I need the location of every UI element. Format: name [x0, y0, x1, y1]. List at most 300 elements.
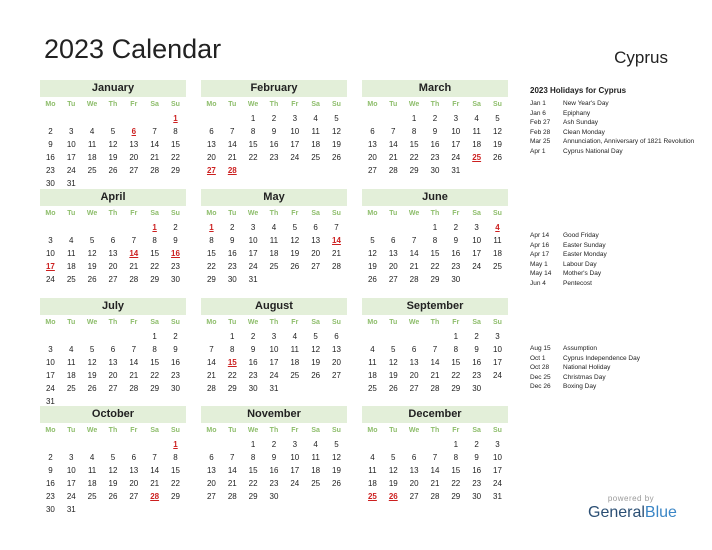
day-cell[interactable]: 29 — [150, 384, 160, 393]
day-cell[interactable]: 4 — [370, 345, 375, 354]
day-cell[interactable]: 10 — [66, 140, 76, 149]
day-cell[interactable]: 7 — [334, 223, 339, 232]
day-cell[interactable]: 9 — [48, 140, 53, 149]
day-cell[interactable]: 26 — [493, 153, 502, 162]
day-cell[interactable]: 21 — [129, 262, 139, 271]
day-cell[interactable]: 16 — [472, 358, 482, 367]
day-cell[interactable]: 2 — [474, 440, 479, 449]
day-cell[interactable]: 23 — [45, 166, 55, 175]
day-cell[interactable]: 22 — [409, 153, 419, 162]
day-cell[interactable]: 18 — [493, 249, 502, 258]
day-cell[interactable]: 28 — [227, 492, 237, 501]
day-cell[interactable]: 4 — [89, 453, 95, 462]
holiday-day-cell[interactable]: 6 — [131, 127, 137, 136]
day-cell[interactable]: 15 — [150, 249, 160, 258]
day-cell[interactable]: 23 — [430, 153, 440, 162]
day-cell[interactable]: 21 — [150, 153, 160, 162]
day-cell[interactable]: 24 — [66, 166, 76, 175]
day-cell[interactable]: 20 — [409, 371, 419, 380]
day-cell[interactable]: 30 — [472, 492, 482, 501]
day-cell[interactable]: 17 — [493, 358, 502, 367]
day-cell[interactable]: 8 — [250, 127, 256, 136]
day-cell[interactable]: 25 — [311, 479, 321, 488]
day-cell[interactable]: 6 — [131, 453, 137, 462]
day-cell[interactable]: 9 — [48, 466, 53, 475]
day-cell[interactable]: 20 — [108, 262, 118, 271]
day-cell[interactable]: 6 — [209, 453, 214, 462]
day-cell[interactable]: 23 — [227, 262, 237, 271]
day-cell[interactable]: 28 — [388, 166, 398, 175]
day-cell[interactable]: 28 — [150, 166, 160, 175]
day-cell[interactable]: 17 — [248, 249, 258, 258]
day-cell[interactable]: 29 — [409, 166, 419, 175]
day-cell[interactable]: 3 — [69, 127, 74, 136]
day-cell[interactable]: 29 — [451, 384, 461, 393]
day-cell[interactable]: 19 — [367, 262, 377, 271]
day-cell[interactable]: 21 — [409, 262, 419, 271]
day-cell[interactable]: 6 — [313, 223, 318, 232]
day-cell[interactable]: 1 — [453, 440, 459, 449]
day-cell[interactable]: 6 — [370, 127, 375, 136]
day-cell[interactable]: 21 — [227, 479, 237, 488]
day-cell[interactable]: 14 — [409, 249, 419, 258]
day-cell[interactable]: 6 — [110, 236, 116, 245]
day-cell[interactable]: 10 — [45, 358, 55, 367]
day-cell[interactable]: 10 — [493, 345, 502, 354]
day-cell[interactable]: 12 — [332, 127, 341, 136]
day-cell[interactable]: 26 — [367, 275, 377, 284]
day-cell[interactable]: 20 — [206, 479, 216, 488]
day-cell[interactable]: 20 — [129, 479, 139, 488]
day-cell[interactable]: 26 — [332, 479, 341, 488]
day-cell[interactable]: 3 — [250, 223, 256, 232]
day-cell[interactable]: 3 — [48, 236, 53, 245]
day-cell[interactable]: 29 — [430, 275, 440, 284]
day-cell[interactable]: 27 — [108, 275, 118, 284]
day-cell[interactable]: 11 — [368, 358, 377, 367]
day-cell[interactable]: 12 — [367, 249, 377, 258]
day-cell[interactable]: 7 — [209, 345, 214, 354]
day-cell[interactable]: 21 — [150, 479, 160, 488]
day-cell[interactable]: 8 — [453, 345, 459, 354]
day-cell[interactable]: 31 — [269, 384, 279, 393]
day-cell[interactable]: 13 — [108, 249, 118, 258]
day-cell[interactable]: 16 — [45, 153, 55, 162]
day-cell[interactable]: 2 — [271, 440, 277, 449]
day-cell[interactable]: 6 — [110, 345, 116, 354]
day-cell[interactable]: 22 — [171, 479, 180, 488]
day-cell[interactable]: 22 — [150, 371, 160, 380]
day-cell[interactable]: 9 — [474, 453, 479, 462]
day-cell[interactable]: 26 — [311, 371, 321, 380]
day-cell[interactable]: 9 — [432, 127, 438, 136]
day-cell[interactable]: 16 — [248, 358, 258, 367]
day-cell[interactable]: 30 — [171, 384, 180, 393]
day-cell[interactable]: 22 — [206, 262, 216, 271]
day-cell[interactable]: 2 — [453, 223, 459, 232]
day-cell[interactable]: 26 — [332, 153, 341, 162]
day-cell[interactable]: 23 — [248, 371, 258, 380]
day-cell[interactable]: 10 — [290, 453, 300, 462]
day-cell[interactable]: 27 — [129, 492, 139, 501]
day-cell[interactable]: 31 — [45, 397, 55, 406]
day-cell[interactable]: 19 — [108, 479, 118, 488]
day-cell[interactable]: 25 — [269, 262, 279, 271]
day-cell[interactable]: 6 — [391, 236, 396, 245]
day-cell[interactable]: 14 — [388, 140, 398, 149]
day-cell[interactable]: 22 — [248, 153, 258, 162]
day-cell[interactable]: 4 — [370, 453, 375, 462]
day-cell[interactable]: 4 — [313, 440, 318, 449]
day-cell[interactable]: 5 — [89, 236, 95, 245]
day-cell[interactable]: 30 — [451, 275, 461, 284]
day-cell[interactable]: 5 — [391, 453, 396, 462]
day-cell[interactable]: 12 — [311, 345, 321, 354]
day-cell[interactable]: 30 — [269, 492, 279, 501]
day-cell[interactable]: 23 — [269, 153, 279, 162]
day-cell[interactable]: 5 — [313, 332, 318, 341]
day-cell[interactable]: 8 — [250, 453, 256, 462]
day-cell[interactable]: 13 — [367, 140, 377, 149]
day-cell[interactable]: 19 — [87, 371, 97, 380]
day-cell[interactable]: 9 — [474, 345, 479, 354]
day-cell[interactable]: 17 — [269, 358, 279, 367]
day-cell[interactable]: 19 — [87, 262, 97, 271]
holiday-day-cell[interactable]: 4 — [495, 223, 500, 232]
day-cell[interactable]: 21 — [430, 371, 440, 380]
day-cell[interactable]: 30 — [248, 384, 258, 393]
holiday-day-cell[interactable]: 1 — [173, 114, 178, 123]
day-cell[interactable]: 3 — [453, 114, 459, 123]
holiday-day-cell[interactable]: 1 — [209, 223, 214, 232]
day-cell[interactable]: 24 — [451, 153, 461, 162]
day-cell[interactable]: 21 — [430, 479, 440, 488]
day-cell[interactable]: 15 — [409, 140, 419, 149]
day-cell[interactable]: 16 — [430, 140, 440, 149]
day-cell[interactable]: 26 — [108, 492, 118, 501]
day-cell[interactable]: 23 — [472, 371, 482, 380]
day-cell[interactable]: 27 — [367, 166, 377, 175]
day-cell[interactable]: 18 — [367, 479, 377, 488]
day-cell[interactable]: 2 — [271, 114, 277, 123]
day-cell[interactable]: 27 — [409, 384, 419, 393]
day-cell[interactable]: 25 — [367, 384, 377, 393]
day-cell[interactable]: 9 — [271, 453, 277, 462]
day-cell[interactable]: 19 — [388, 479, 398, 488]
day-cell[interactable]: 26 — [108, 166, 118, 175]
holiday-day-cell[interactable]: 28 — [150, 492, 160, 501]
day-cell[interactable]: 30 — [430, 166, 440, 175]
day-cell[interactable]: 5 — [370, 236, 375, 245]
day-cell[interactable]: 20 — [409, 479, 419, 488]
day-cell[interactable]: 7 — [230, 127, 235, 136]
day-cell[interactable]: 17 — [290, 466, 300, 475]
day-cell[interactable]: 18 — [66, 371, 76, 380]
day-cell[interactable]: 5 — [292, 223, 298, 232]
day-cell[interactable]: 2 — [474, 332, 479, 341]
holiday-day-cell[interactable]: 25 — [472, 153, 482, 162]
day-cell[interactable]: 24 — [290, 153, 300, 162]
day-cell[interactable]: 25 — [66, 275, 76, 284]
footer-logo[interactable] — [588, 494, 677, 522]
day-cell[interactable]: 20 — [206, 153, 216, 162]
day-cell[interactable]: 12 — [388, 358, 398, 367]
day-cell[interactable]: 22 — [451, 479, 461, 488]
day-cell[interactable]: 4 — [89, 127, 95, 136]
day-cell[interactable]: 7 — [131, 236, 137, 245]
day-cell[interactable]: 15 — [150, 358, 160, 367]
day-cell[interactable]: 9 — [271, 127, 277, 136]
day-cell[interactable]: 13 — [108, 358, 118, 367]
day-cell[interactable]: 15 — [430, 249, 440, 258]
day-cell[interactable]: 15 — [451, 466, 461, 475]
day-cell[interactable]: 13 — [409, 358, 419, 367]
day-cell[interactable]: 12 — [290, 236, 300, 245]
day-cell[interactable]: 8 — [152, 345, 157, 354]
day-cell[interactable]: 11 — [368, 466, 377, 475]
day-cell[interactable]: 1 — [411, 114, 417, 123]
day-cell[interactable]: 18 — [87, 153, 97, 162]
day-cell[interactable]: 23 — [171, 371, 180, 380]
day-cell[interactable]: 28 — [129, 275, 139, 284]
day-cell[interactable]: 4 — [474, 114, 479, 123]
day-cell[interactable]: 2 — [230, 223, 235, 232]
day-cell[interactable]: 15 — [451, 358, 461, 367]
day-cell[interactable]: 17 — [472, 249, 482, 258]
day-cell[interactable]: 20 — [311, 249, 321, 258]
day-cell[interactable]: 27 — [332, 371, 341, 380]
day-cell[interactable]: 14 — [430, 358, 440, 367]
day-cell[interactable]: 5 — [334, 114, 339, 123]
day-cell[interactable]: 11 — [290, 345, 299, 354]
holiday-day-cell[interactable]: 17 — [45, 262, 55, 271]
day-cell[interactable]: 30 — [171, 275, 180, 284]
day-cell[interactable]: 22 — [150, 262, 160, 271]
day-cell[interactable]: 11 — [472, 127, 481, 136]
day-cell[interactable]: 15 — [206, 249, 216, 258]
day-cell[interactable]: 9 — [453, 236, 459, 245]
day-cell[interactable]: 28 — [129, 384, 139, 393]
day-cell[interactable]: 29 — [171, 166, 180, 175]
day-cell[interactable]: 30 — [45, 179, 55, 188]
day-cell[interactable]: 14 — [227, 140, 237, 149]
day-cell[interactable]: 6 — [411, 453, 417, 462]
day-cell[interactable]: 17 — [45, 371, 55, 380]
day-cell[interactable]: 7 — [391, 127, 396, 136]
day-cell[interactable]: 13 — [206, 140, 216, 149]
day-cell[interactable]: 26 — [87, 384, 97, 393]
day-cell[interactable]: 5 — [495, 114, 500, 123]
day-cell[interactable]: 18 — [269, 249, 279, 258]
day-cell[interactable]: 8 — [173, 127, 178, 136]
day-cell[interactable]: 1 — [250, 114, 256, 123]
holiday-day-cell[interactable]: 1 — [152, 223, 157, 232]
day-cell[interactable]: 11 — [311, 453, 320, 462]
day-cell[interactable]: 3 — [495, 332, 500, 341]
day-cell[interactable]: 3 — [69, 453, 74, 462]
day-cell[interactable]: 10 — [248, 236, 258, 245]
day-cell[interactable]: 2 — [250, 332, 256, 341]
day-cell[interactable]: 31 — [451, 166, 461, 175]
day-cell[interactable]: 5 — [89, 345, 95, 354]
day-cell[interactable]: 12 — [332, 453, 341, 462]
day-cell[interactable]: 29 — [451, 492, 461, 501]
day-cell[interactable]: 26 — [388, 384, 398, 393]
day-cell[interactable]: 18 — [367, 371, 377, 380]
day-cell[interactable]: 19 — [108, 153, 118, 162]
day-cell[interactable]: 19 — [493, 140, 502, 149]
day-cell[interactable]: 4 — [292, 332, 298, 341]
day-cell[interactable]: 8 — [453, 453, 459, 462]
day-cell[interactable]: 21 — [388, 153, 398, 162]
day-cell[interactable]: 12 — [87, 249, 97, 258]
day-cell[interactable]: 10 — [66, 466, 76, 475]
holiday-day-cell[interactable]: 16 — [171, 249, 180, 258]
day-cell[interactable]: 9 — [250, 345, 256, 354]
day-cell[interactable]: 14 — [150, 466, 160, 475]
day-cell[interactable]: 22 — [451, 371, 461, 380]
day-cell[interactable]: 7 — [432, 453, 438, 462]
day-cell[interactable]: 11 — [269, 236, 279, 245]
day-cell[interactable]: 20 — [388, 262, 398, 271]
day-cell[interactable]: 25 — [87, 166, 97, 175]
holiday-day-cell[interactable]: 14 — [129, 249, 139, 258]
day-cell[interactable]: 2 — [48, 127, 53, 136]
day-cell[interactable]: 29 — [227, 384, 237, 393]
day-cell[interactable]: 8 — [173, 453, 178, 462]
day-cell[interactable]: 23 — [45, 492, 55, 501]
day-cell[interactable]: 22 — [248, 479, 258, 488]
day-cell[interactable]: 18 — [66, 262, 76, 271]
day-cell[interactable]: 17 — [66, 479, 76, 488]
day-cell[interactable]: 13 — [129, 140, 139, 149]
day-cell[interactable]: 31 — [66, 505, 76, 514]
day-cell[interactable]: 25 — [311, 153, 321, 162]
day-cell[interactable]: 12 — [108, 466, 118, 475]
holiday-day-cell[interactable]: 15 — [227, 358, 237, 367]
day-cell[interactable]: 10 — [472, 236, 482, 245]
day-cell[interactable]: 9 — [173, 236, 178, 245]
day-cell[interactable]: 24 — [493, 371, 502, 380]
day-cell[interactable]: 15 — [171, 466, 180, 475]
day-cell[interactable]: 11 — [87, 140, 97, 149]
day-cell[interactable]: 4 — [69, 345, 74, 354]
day-cell[interactable]: 13 — [206, 466, 216, 475]
day-cell[interactable]: 1 — [152, 332, 157, 341]
holiday-day-cell[interactable]: 27 — [206, 166, 216, 175]
day-cell[interactable]: 16 — [45, 479, 55, 488]
day-cell[interactable]: 15 — [248, 140, 258, 149]
day-cell[interactable]: 24 — [248, 262, 258, 271]
day-cell[interactable]: 7 — [230, 453, 235, 462]
day-cell[interactable]: 23 — [451, 262, 461, 271]
day-cell[interactable]: 11 — [67, 358, 76, 367]
day-cell[interactable]: 30 — [472, 384, 482, 393]
day-cell[interactable]: 27 — [388, 275, 398, 284]
day-cell[interactable]: 14 — [430, 466, 440, 475]
day-cell[interactable]: 15 — [171, 140, 180, 149]
day-cell[interactable]: 27 — [108, 384, 118, 393]
day-cell[interactable]: 31 — [248, 275, 258, 284]
day-cell[interactable]: 3 — [48, 345, 53, 354]
day-cell[interactable]: 11 — [87, 466, 97, 475]
day-cell[interactable]: 6 — [411, 345, 417, 354]
day-cell[interactable]: 12 — [108, 140, 118, 149]
day-cell[interactable]: 8 — [209, 236, 214, 245]
day-cell[interactable]: 24 — [472, 262, 482, 271]
day-cell[interactable]: 24 — [66, 492, 76, 501]
day-cell[interactable]: 30 — [227, 275, 237, 284]
day-cell[interactable]: 25 — [290, 371, 300, 380]
day-cell[interactable]: 21 — [227, 153, 237, 162]
day-cell[interactable]: 15 — [248, 466, 258, 475]
day-cell[interactable]: 10 — [493, 453, 502, 462]
day-cell[interactable]: 20 — [367, 153, 377, 162]
day-cell[interactable]: 20 — [129, 153, 139, 162]
day-cell[interactable]: 25 — [66, 384, 76, 393]
day-cell[interactable]: 9 — [173, 345, 178, 354]
day-cell[interactable]: 23 — [171, 262, 180, 271]
holiday-day-cell[interactable]: 26 — [388, 492, 398, 501]
day-cell[interactable]: 12 — [388, 466, 398, 475]
day-cell[interactable]: 20 — [108, 371, 118, 380]
day-cell[interactable]: 30 — [45, 505, 55, 514]
day-cell[interactable]: 16 — [269, 466, 279, 475]
day-cell[interactable]: 14 — [227, 466, 237, 475]
day-cell[interactable]: 25 — [493, 262, 502, 271]
day-cell[interactable]: 28 — [206, 384, 216, 393]
day-cell[interactable]: 28 — [409, 275, 419, 284]
day-cell[interactable]: 1 — [453, 332, 459, 341]
day-cell[interactable]: 17 — [66, 153, 76, 162]
day-cell[interactable]: 4 — [313, 114, 318, 123]
day-cell[interactable]: 5 — [334, 440, 339, 449]
day-cell[interactable]: 7 — [131, 345, 137, 354]
day-cell[interactable]: 6 — [209, 127, 214, 136]
day-cell[interactable]: 18 — [311, 140, 321, 149]
day-cell[interactable]: 21 — [129, 371, 139, 380]
day-cell[interactable]: 17 — [290, 140, 300, 149]
day-cell[interactable]: 6 — [334, 332, 339, 341]
day-cell[interactable]: 29 — [150, 275, 160, 284]
day-cell[interactable]: 24 — [269, 371, 279, 380]
day-cell[interactable]: 1 — [432, 223, 438, 232]
day-cell[interactable]: 16 — [269, 140, 279, 149]
day-cell[interactable]: 2 — [173, 332, 178, 341]
day-cell[interactable]: 14 — [206, 358, 216, 367]
day-cell[interactable]: 7 — [152, 127, 157, 136]
day-cell[interactable]: 27 — [206, 492, 216, 501]
day-cell[interactable]: 22 — [171, 153, 180, 162]
holiday-day-cell[interactable]: 25 — [367, 492, 377, 501]
day-cell[interactable]: 3 — [271, 332, 277, 341]
day-cell[interactable]: 29 — [248, 492, 258, 501]
day-cell[interactable]: 17 — [451, 140, 461, 149]
day-cell[interactable]: 31 — [66, 179, 76, 188]
day-cell[interactable]: 24 — [493, 479, 502, 488]
day-cell[interactable]: 19 — [388, 371, 398, 380]
day-cell[interactable]: 19 — [332, 140, 341, 149]
day-cell[interactable]: 8 — [152, 236, 157, 245]
day-cell[interactable]: 4 — [69, 236, 74, 245]
day-cell[interactable]: 14 — [129, 358, 139, 367]
day-cell[interactable]: 18 — [87, 479, 97, 488]
day-cell[interactable]: 4 — [271, 223, 277, 232]
day-cell[interactable]: 26 — [87, 275, 97, 284]
day-cell[interactable]: 27 — [409, 492, 419, 501]
day-cell[interactable]: 3 — [292, 440, 298, 449]
day-cell[interactable]: 7 — [152, 453, 157, 462]
